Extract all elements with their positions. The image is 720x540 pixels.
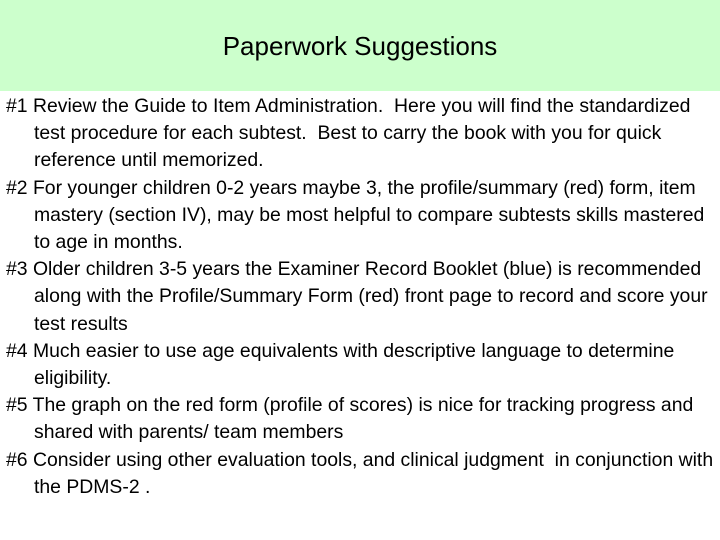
suggestion-list bbox=[6, 93, 719, 501]
suggestion-item-2: #2 For younger children 0-2 years maybe 3, the profile/summary (red) form, item mastery (section IV), may be most helpful to compare subtests skills mastered to age in months. bbox=[6, 176, 710, 254]
title-band bbox=[0, 0, 720, 91]
suggestion-item-3: #3 Older children 3-5 years the Examiner Record Booklet (blue) is recommended along with the Profile/Summary Form (red) front page to record and score your test results bbox=[6, 258, 713, 335]
slide-title: Paperwork Suggestions bbox=[222, 31, 498, 61]
suggestion-item-1: #1 Review the Guide to Item Administration. Here you will find the standardized test procedure for each subtest. Best to carry the book with you for quick reference until memorized. bbox=[6, 95, 696, 172]
suggestion-item-4: #4 Much easier to use age equivalents with descriptive language to determine eligibility. bbox=[6, 339, 680, 390]
suggestion-item-6: #6 Consider using other evaluation tools, and clinical judgment in conjunction with the PDMS-2 . bbox=[6, 448, 719, 498]
suggestion-item-5: #5 The graph on the red form (profile of scores) is nice for tracking progress and shared with parents/ team members bbox=[6, 394, 699, 444]
